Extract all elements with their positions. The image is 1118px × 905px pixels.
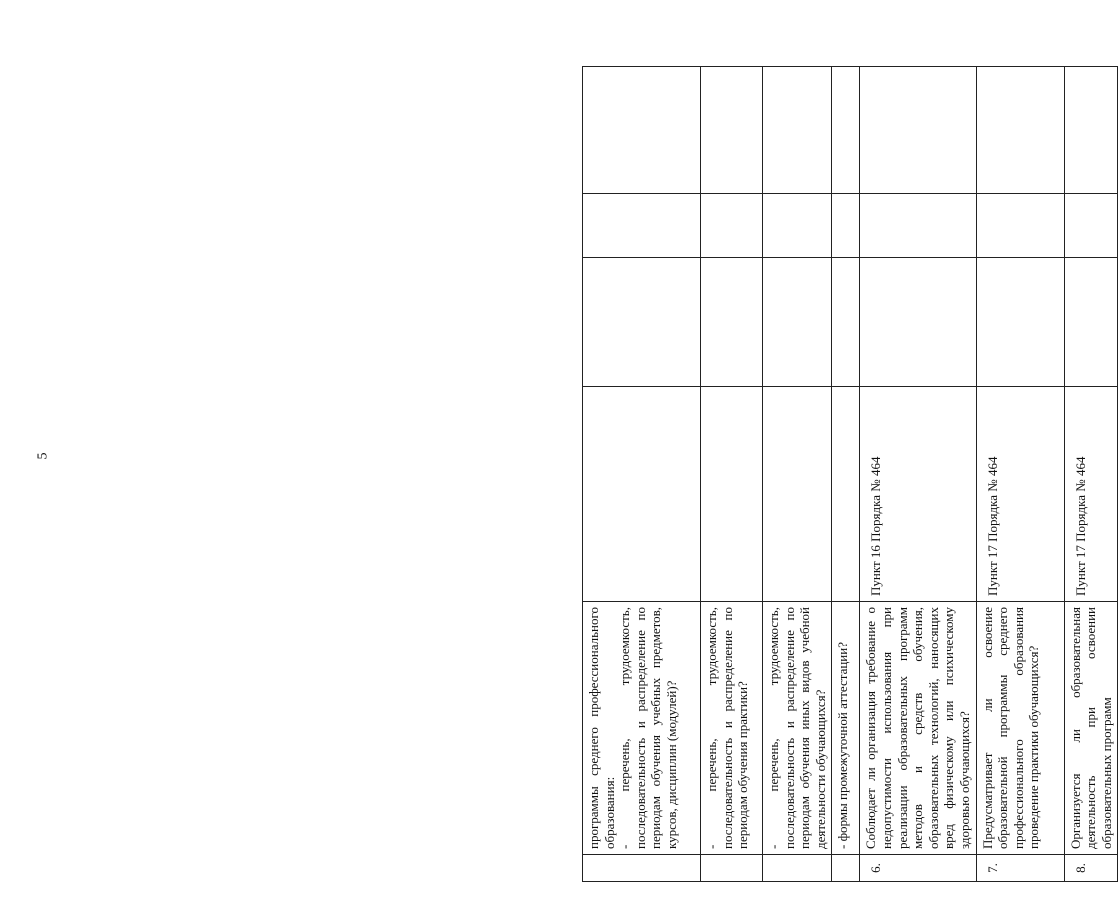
- answer-cell-1: [583, 258, 701, 387]
- question-cell: - формы промежуточной аттестации?: [832, 602, 860, 855]
- legal-reference-cell: Пункт 16 Порядка № 464: [860, 387, 976, 602]
- legal-reference-cell: [583, 387, 701, 602]
- answer-cell-2: [763, 194, 832, 258]
- answer-cell-1: [1064, 258, 1118, 387]
- table-row: [763, 67, 832, 882]
- answer-cell-3: [832, 67, 860, 194]
- answer-cell-1: [763, 258, 832, 387]
- answer-cell-3: [1064, 67, 1118, 194]
- row-number: 7.: [976, 855, 1064, 882]
- checklist-table: [582, 66, 1118, 882]
- page-number: 5: [35, 452, 51, 460]
- answer-cell-3: [583, 67, 701, 194]
- legal-reference-cell: [763, 387, 832, 602]
- answer-cell-2: [1064, 194, 1118, 258]
- legal-reference-cell: [832, 387, 860, 602]
- legal-reference-cell: [701, 387, 763, 602]
- legal-reference-cell: Пункт 17 Порядка № 464: [976, 387, 1064, 602]
- answer-cell-3: [701, 67, 763, 194]
- answer-cell-2: [860, 194, 976, 258]
- row-number: 8.: [1064, 855, 1118, 882]
- table-row: [701, 67, 763, 882]
- question-cell: - перечень, трудоемкость, последовательность и распределение по периодам обучения иных видов учебной деятельности обучающихся?: [763, 602, 832, 855]
- question-cell: программы среднего профессионального образования: - перечень, трудоемкость, последовательность и распределение по периодам обучения учебных предметов, курсов, дисциплин (модулей)?: [583, 602, 701, 855]
- legal-reference-cell: Пункт 17 Порядка № 464: [1064, 387, 1118, 602]
- table-row: [832, 67, 860, 882]
- table-row: [860, 67, 976, 882]
- answer-cell-3: [860, 67, 976, 194]
- row-number: [763, 855, 832, 882]
- question-cell: - перечень, трудоемкость, последовательность и распределение по периодам обучения практики?: [701, 602, 763, 855]
- answer-cell-1: [832, 258, 860, 387]
- answer-cell-1: [860, 258, 976, 387]
- row-number: [832, 855, 860, 882]
- row-number: 6.: [860, 855, 976, 882]
- row-number: [583, 855, 701, 882]
- question-cell: Организуется ли образовательная деятельность при освоении образовательных программ: [1064, 602, 1118, 855]
- answer-cell-2: [832, 194, 860, 258]
- rotated-table-sheet: [582, 67, 1114, 882]
- answer-cell-2: [701, 194, 763, 258]
- answer-cell-1: [976, 258, 1064, 387]
- answer-cell-3: [763, 67, 832, 194]
- table-row: [583, 67, 701, 882]
- question-cell: Предусматривает ли освоение образовательной программы среднего профессионального образования проведение практики обучающихся?: [976, 602, 1064, 855]
- table-row: [1064, 67, 1118, 882]
- answer-cell-1: [701, 258, 763, 387]
- answer-cell-3: [976, 67, 1064, 194]
- question-cell: Соблюдает ли организация требование о недопустимости использования при реализации образовательных программ методов и средств обучения, образовательных технологий, наносящих вред физическому или психическому здоровью обучающихся?: [860, 602, 976, 855]
- table-row: [976, 67, 1064, 882]
- answer-cell-2: [976, 194, 1064, 258]
- row-number: [701, 855, 763, 882]
- answer-cell-2: [583, 194, 701, 258]
